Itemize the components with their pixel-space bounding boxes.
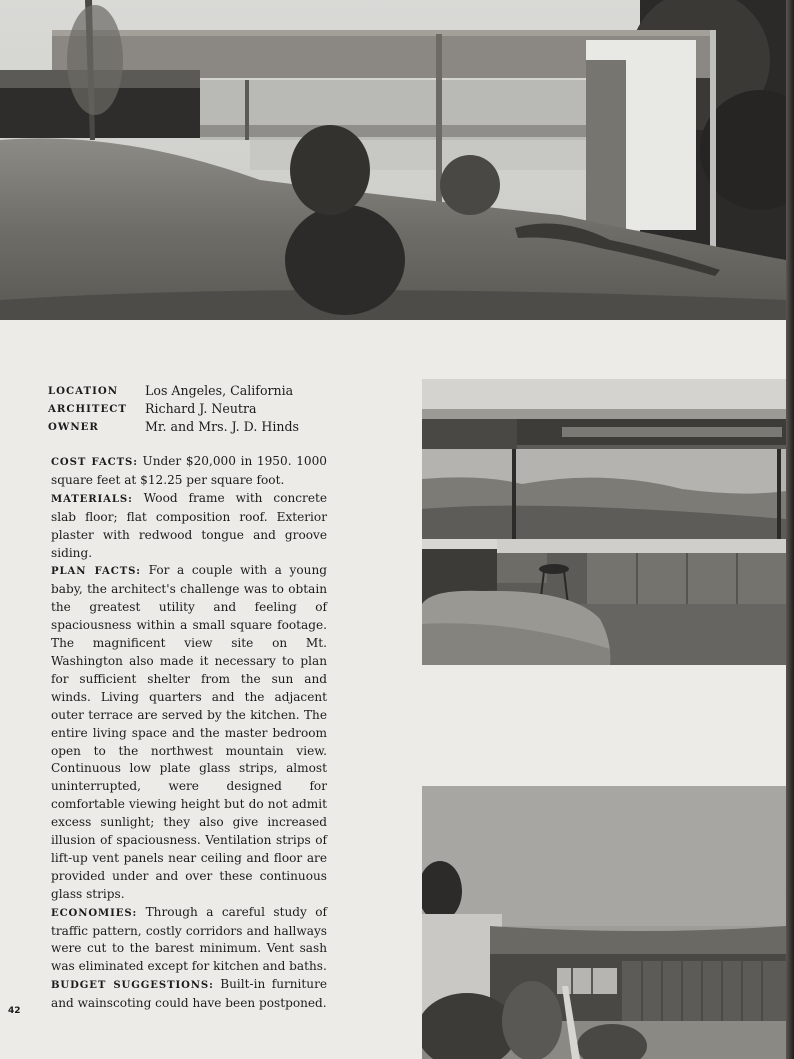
exterior-hillside-photo	[0, 0, 786, 320]
exterior-hillside-image	[0, 0, 786, 320]
bedroom-interior-image	[422, 379, 786, 665]
budget-lead: BUDGET SUGGESTIONS:	[51, 980, 214, 992]
economies-paragraph	[51, 904, 327, 977]
materials-lead: MATERIALS:	[51, 493, 133, 505]
spec-row-location	[48, 382, 299, 400]
bedroom-interior-photo	[422, 379, 786, 665]
page-number: 42	[8, 1006, 21, 1016]
location-label: LOCATION	[48, 385, 119, 397]
budget-paragraph	[51, 976, 327, 1013]
plan-facts-lead: PLAN FACTS:	[51, 566, 141, 578]
budget-text: Built-in furniture and wainscoting could have been postponed.	[51, 977, 328, 1011]
spec-row-architect	[48, 400, 299, 418]
cost-facts-lead: COST FACTS:	[51, 457, 138, 468]
owner-label: OWNER	[48, 421, 99, 433]
cost-facts-text: Under $20,000 in 1950. 1000 square feet at $12.25 per square foot.	[51, 454, 328, 487]
article-body	[51, 453, 327, 1013]
project-specs	[48, 382, 299, 436]
materials-text: Wood frame with concrete slab floor; flat composition roof. Exterior plaster with redwood tongue and groove siding.	[51, 490, 327, 560]
cost-facts-paragraph	[51, 453, 327, 490]
economies-text: Through a careful study of traffic pattern, costly corridors and hallways were cut to the barest minimum. Vent sash was eliminated except for kitchen and baths.	[51, 904, 327, 974]
location-value: Los Angeles, California	[145, 383, 294, 398]
architect-value: Richard J. Neutra	[145, 401, 257, 416]
binding-edge	[786, 0, 794, 1059]
exterior-entrance-photo	[422, 786, 786, 1059]
owner-value: Mr. and Mrs. J. D. Hinds	[145, 419, 299, 434]
plan-facts-text: For a couple with a young baby, the architect's challenge was to obtain the greatest utility and feeling of spaciousness within a small square footage. The magnificent view site on Mt. Washington also made it necessary to plan for sufficient shelter from the sun and winds. Living quarters and the adjacent outer terrace are served by the kitchen. The entire living space and the master bedroom open to the northwest mountain view. Continuous low plate glass strips, almost uninterrupted, were designed for comfortable viewing height but do not admit excess sunlight; they also give increased illusion of spaciousness. Ventilation strips of lift-up vent panels near ceiling and floor are provided under and over these continuous glass strips.	[51, 563, 327, 901]
materials-paragraph	[51, 490, 327, 563]
plan-facts-paragraph	[51, 562, 327, 903]
spec-row-owner	[48, 418, 299, 436]
architect-label: ARCHITECT	[48, 403, 127, 415]
exterior-entrance-image	[422, 786, 786, 1059]
economies-lead: ECONOMIES:	[51, 907, 138, 919]
